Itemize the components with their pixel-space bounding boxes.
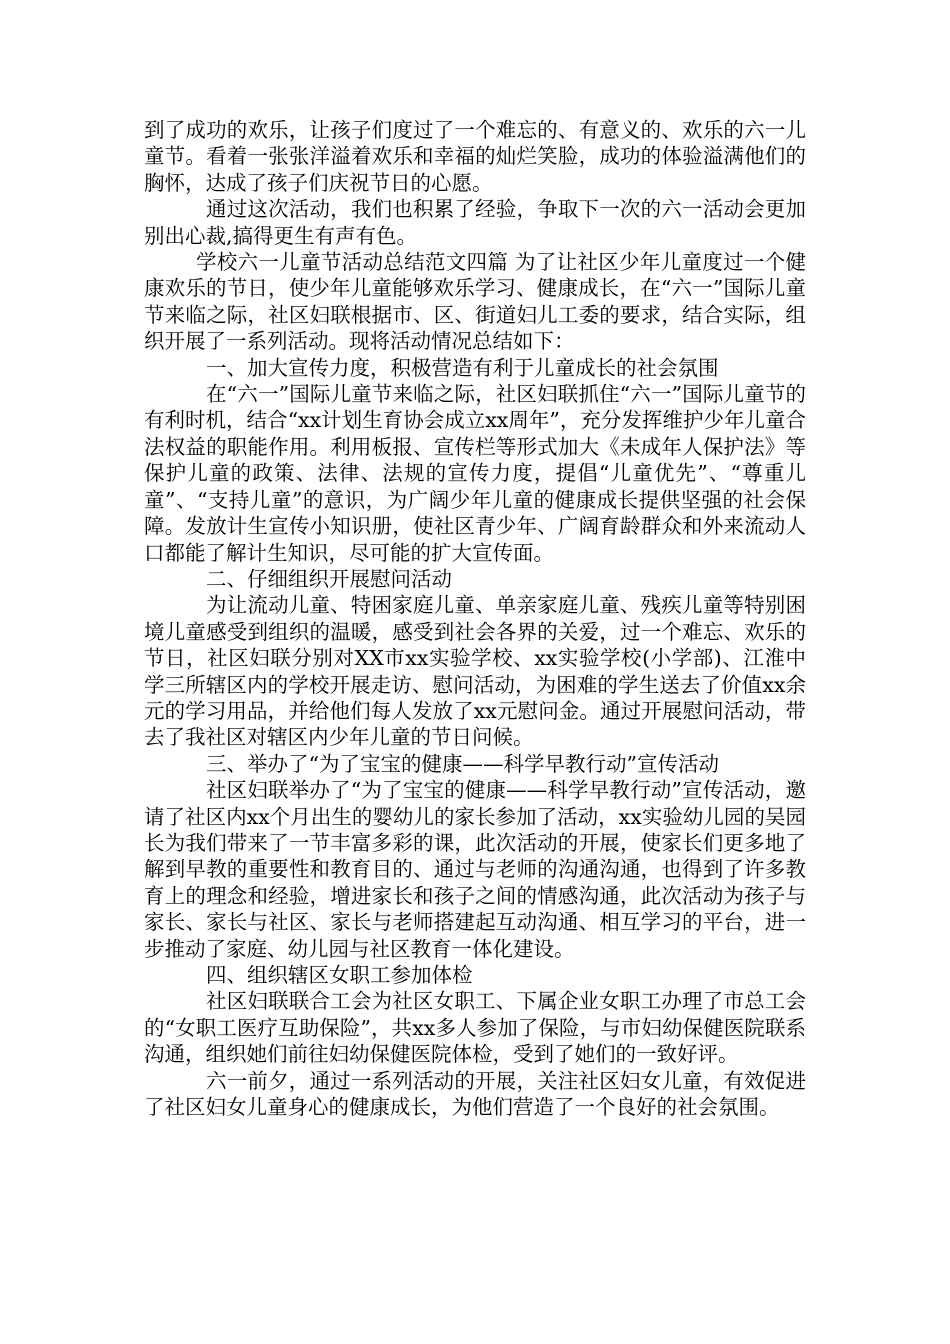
paragraph-experience: 通过这次活动，我们也积累了经验，争取下一次的六一活动会更加别出心裁,搞得更生有声有色。 bbox=[144, 197, 806, 248]
paragraph-section-1: 在“六一”国际儿童节来临之际，社区妇联抓住“六一”国际儿童节的有利时机，结合“xx计划生育协会成立xx周年”，充分发挥维护少年儿童合法权益的职能作用。利用板报、宣传栏等形式加大《未成年人保护法》等保护儿童的政策、法律、法规的宣传力度，提倡“儿童优先”、“尊重儿童”、“支持儿童”的意识，为广阔少年儿童的健康成长提供坚强的社会保障。发放计生宣传小知识册，使社区青少年、广阔育龄群众和外来流动人口都能了解计生知识，尽可能的扩大宣传面。 bbox=[144, 382, 806, 565]
heading-section-1: 一、加大宣传力度，积极营造有利于儿童成长的社会氛围 bbox=[206, 355, 719, 380]
heading-section-3: 三、举办了“为了宝宝的健康——科学早教行动”宣传活动 bbox=[206, 751, 719, 776]
paragraph-section-2: 为让流动儿童、特困家庭儿童、单亲家庭儿童、残疾儿童等特别困境儿童感受到组织的温暖，感受到社会各界的关爱，过一个难忘、欢乐的节日，社区妇联分别对XX市xx实验学校、xx实验学校(小学部)、江淮中学三所辖区内的学校开展走访、慰问活动，为困难的学生送去了价值xx余元的学习用品，并给他们每人发放了xx元慰问金。通过开展慰问活动，带去了我社区对辖区内少年儿童的节日问候。 bbox=[144, 593, 806, 750]
heading-section-2: 二、仔细组织开展慰问活动 bbox=[206, 566, 452, 591]
paragraph-section-3: 社区妇联举办了“为了宝宝的健康——科学早教行动”宣传活动，邀请了社区内xx个月出生的婴幼儿的家长参加了活动，xx实验幼儿园的吴园长为我们带来了一节丰富多彩的课，此次活动的开展，使家长们更多地了解到早教的重要性和教育目的、通过与老师的沟通沟通，也得到了许多教育上的理念和经验，增进家长和孩子之间的情感沟通，此次活动为孩子与家长、家长与社区、家长与老师搭建起互动沟通、相互学习的平台，进一步推动了家庭、幼儿园与社区教育一体化建设。 bbox=[144, 778, 806, 961]
paragraph-summary-intro: 学校六一儿童节活动总结范文四篇 为了让社区少年儿童度过一个健康欢乐的节日，使少年儿童能够欢乐学习、健康成长，在“六一”国际儿童节来临之际，社区妇联根据市、区、街道妇儿工委的要求，结合实际，组织开展了一系列活动。现将活动情况总结如下： bbox=[144, 250, 806, 354]
heading-section-4: 四、组织辖区女职工参加体检 bbox=[206, 963, 473, 987]
paragraph-conclusion: 六一前夕，通过一系列活动的开展，关注社区妇女儿童，有效促进了社区妇女儿童身心的健康成长，为他们营造了一个良好的社会氛围。 bbox=[144, 1068, 806, 1120]
paragraph-section-4: 社区妇联联合工会为社区女职工、下属企业女职工办理了市总工会的“女职工医疗互助保险”，共xx多人参加了保险，与市妇幼保健医院联系沟通，组织她们前往妇幼保健医院体检，受到了她们的一致好评。 bbox=[144, 989, 806, 1067]
document-body bbox=[144, 117, 806, 1120]
paragraph-celebration-success: 到了成功的欢乐，让孩子们度过了一个难忘的、有意义的、欢乐的六一儿童节。看着一张张洋溢着欢乐和幸福的灿烂笑脸，成功的体验溢满他们的胸怀，达成了孩子们庆祝节日的心愿。 bbox=[144, 118, 806, 195]
